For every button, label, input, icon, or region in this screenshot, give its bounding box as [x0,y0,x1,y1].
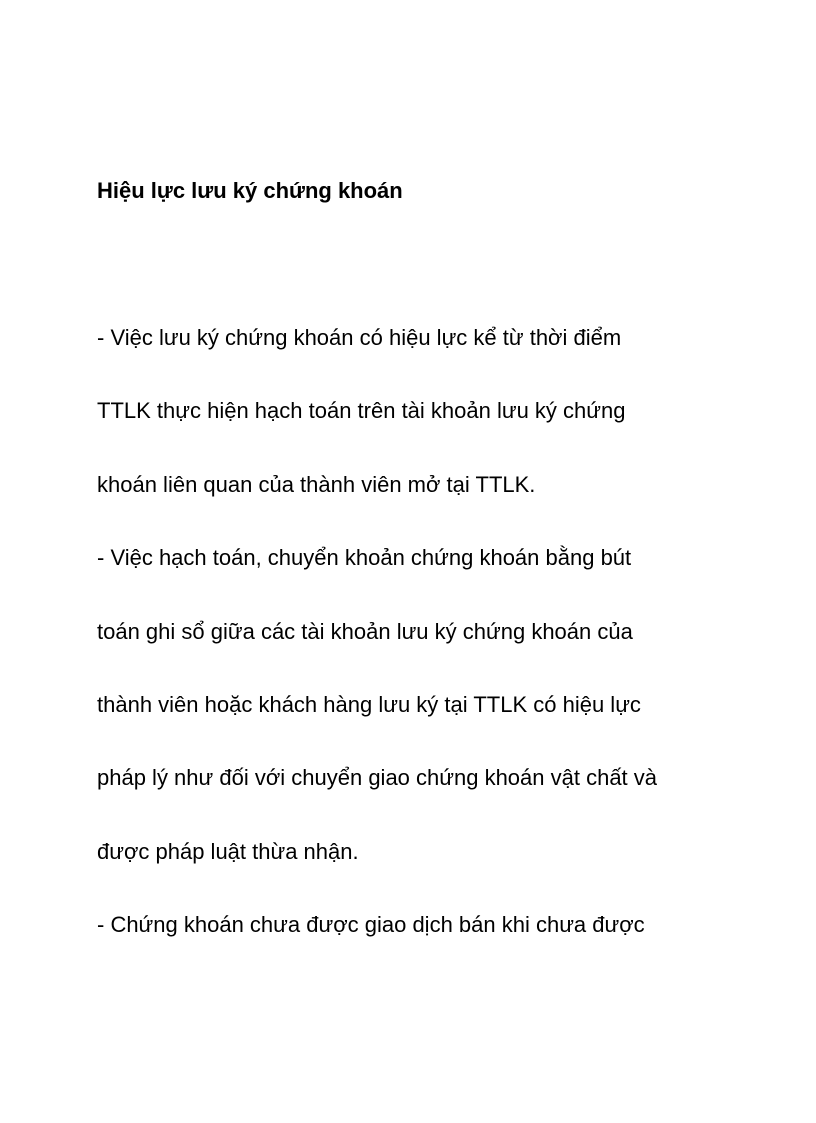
paragraph-line: - Chứng khoán chưa được giao dịch bán khi chưa được [97,912,645,937]
paragraph-line: - Việc lưu ký chứng khoán có hiệu lực kể từ thời điểm [97,325,622,350]
paragraph-line: pháp lý như đối với chuyển giao chứng khoán vật chất và [97,765,658,790]
paragraph-line: TTLK thực hiện hạch toán trên tài khoản lưu ký chứng [97,398,626,423]
paragraph-line: - Việc hạch toán, chuyển khoản chứng khoán bằng bút [97,545,632,570]
section-heading: Hiệu lực lưu ký chứng khoán [97,178,403,203]
paragraph-line: thành viên hoặc khách hàng lưu ký tại TTLK có hiệu lực [97,692,641,717]
paragraph-line: được pháp luật thừa nhận. [97,839,359,864]
paragraph-line: toán ghi sổ giữa các tài khoản lưu ký chứng khoán của [97,619,633,644]
paragraph-line: khoán liên quan của thành viên mở tại TTLK. [97,472,536,497]
